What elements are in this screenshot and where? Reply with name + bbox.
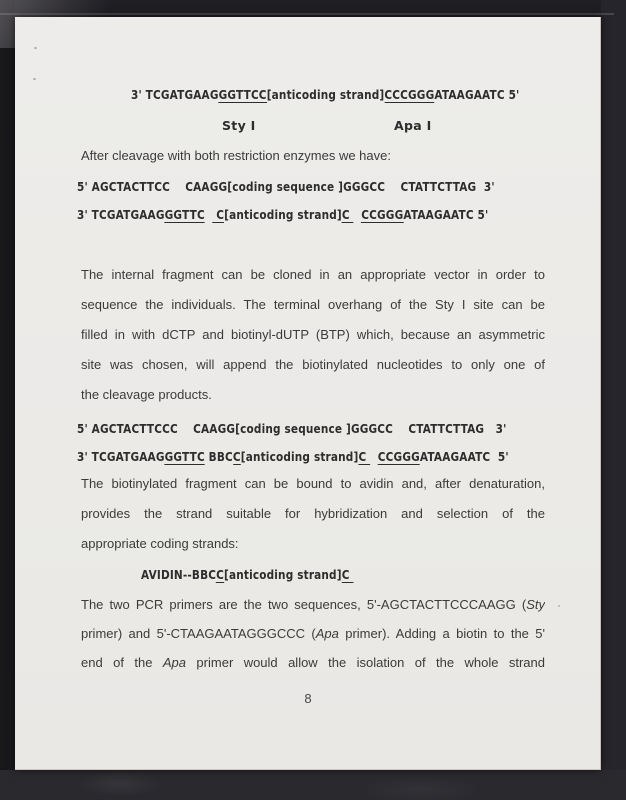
paper-speck (33, 78, 36, 80)
text-line: primer) and 5'-CTAAGAATAGGGCCC (Apa primer). Adding a biotin to the 5' (81, 626, 545, 641)
enzyme-label-apa: Apa I (394, 118, 432, 133)
text-line: site was chosen, will append the biotinylated nucleotides to only one of (81, 357, 545, 372)
text-line: provides the strand suitable for hybridization and selection of the (81, 506, 545, 521)
text-line: appropriate coding strands: (81, 536, 239, 551)
paragraph-cloning (81, 260, 545, 410)
paper-speck (34, 47, 37, 49)
filled-anticoding-strand: 3' TCGATGAAGGGTTC BBCC[anticoding strand]C CCGGGATAAGAATC 5' (77, 449, 509, 464)
paper-speck (558, 605, 560, 607)
avidin-complex-line: AVIDIN--BBCC[anticoding strand]C (141, 567, 354, 582)
text-line: end of the Apa primer would allow the isolation of the whole strand (81, 655, 545, 670)
text-line: The biotinylated fragment can be bound to avidin and, after denaturation, (81, 476, 545, 491)
enzyme-label-sty: Sty I (222, 118, 256, 133)
cleaved-anticoding-strand: 3' TCGATGAAGGGTTC C[anticoding strand]C CCGGGATAAGAATC 5' (77, 207, 489, 222)
scanner-edge-line (0, 13, 614, 15)
filled-coding-strand: 5' AGCTACTTCCC CAAGG[coding sequence ]GGGCC CTATTCTTAG 3' (77, 421, 507, 436)
paragraph-biotinylated (81, 469, 545, 559)
text-line: the cleavage products. (81, 387, 212, 402)
text-line: The two PCR primers are the two sequences, 5'-AGCTACTTCCCAAGG (Sty (81, 597, 545, 612)
cleaved-coding-strand: 5' AGCTACTTCC CAAGG[coding sequence ]GGGCC CTATTCTTAG 3' (77, 179, 495, 194)
text-line: filled in with dCTP and biotinyl-dUTP (BTP) which, because an asymmetric (81, 327, 545, 342)
document-page (15, 17, 601, 770)
text-line: The internal fragment can be cloned in an appropriate vector in order to (81, 267, 545, 282)
page-number: 8 (304, 691, 312, 706)
dna-sequence-uncut: 3' TCGATGAAGGGTTCC[anticoding strand]CCCGGGATAAGAATC 5' (131, 87, 520, 102)
after-cleavage-text: After cleavage with both restriction enzymes we have: (81, 148, 391, 163)
scanner-bed-bottom (0, 770, 626, 800)
paragraph-pcr-primers (81, 590, 545, 677)
text-line: sequence the individuals. The terminal overhang of the Sty I site can be (81, 297, 545, 312)
